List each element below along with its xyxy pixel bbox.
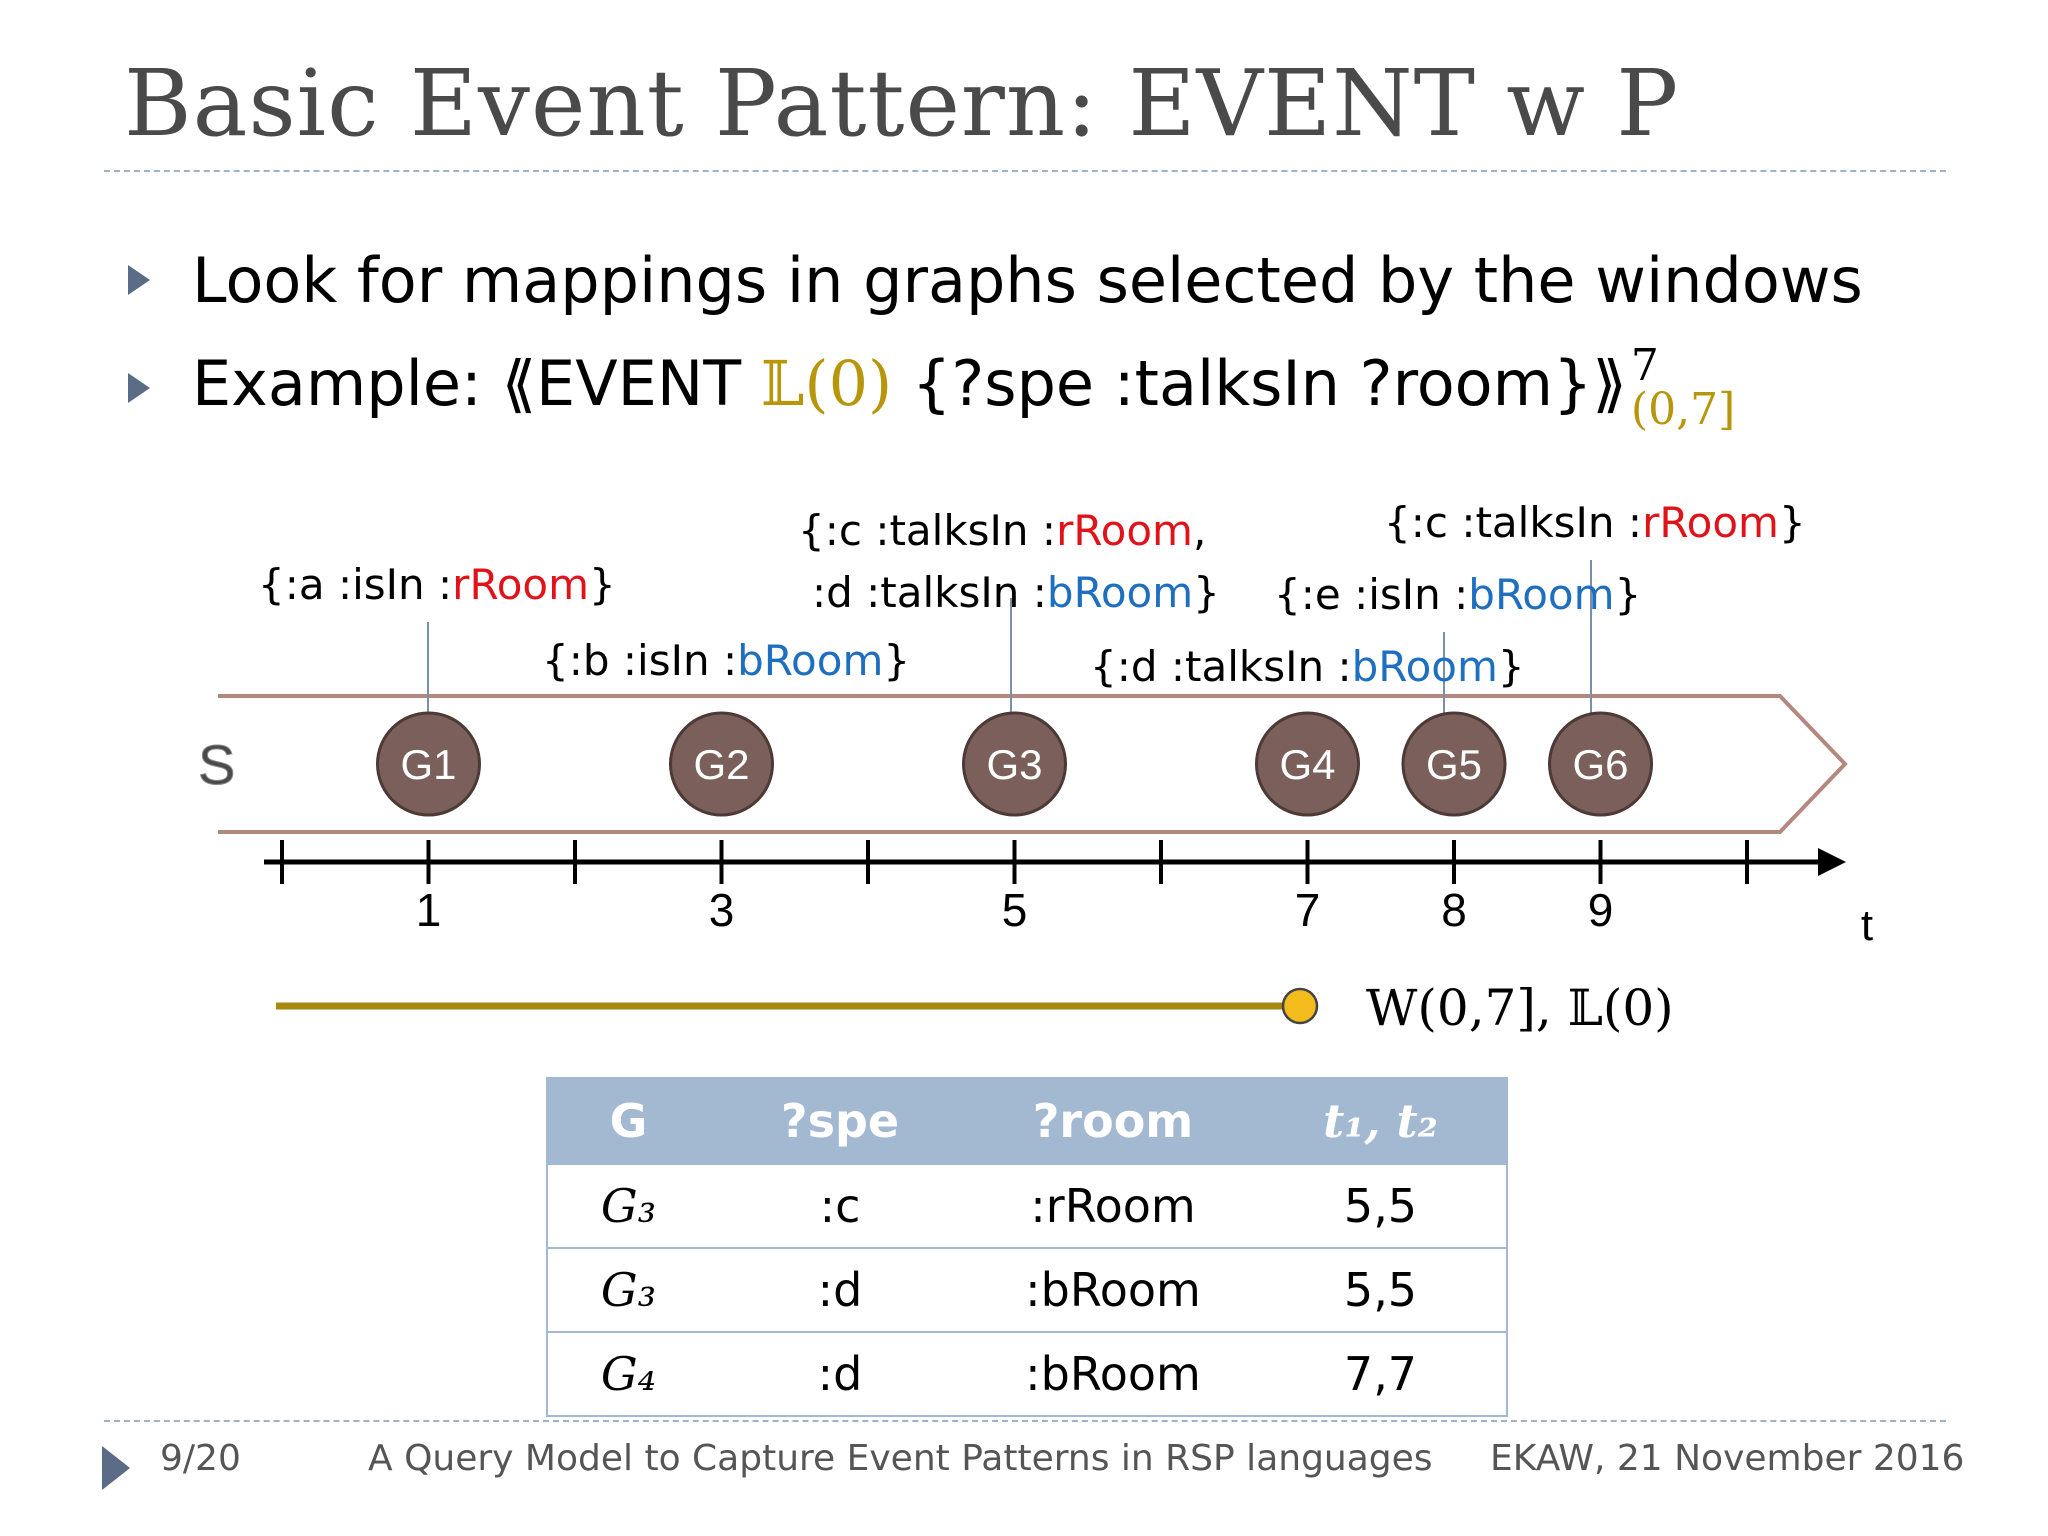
annotation-g4-value: bRoom	[1351, 642, 1498, 691]
cell-times: 7,7	[1255, 1332, 1507, 1416]
footer-date: EKAW, 21 November 2016	[1490, 1438, 1965, 1479]
axis-label: t	[1860, 901, 1874, 950]
header-g: G	[547, 1078, 709, 1164]
header-spe: ?spe	[709, 1078, 971, 1164]
graph-node-label: G6	[1572, 741, 1629, 788]
annotation-g5	[1274, 570, 1641, 619]
cell-spe: :d	[709, 1248, 971, 1332]
annotation-g5-prefix: {:e :isIn :	[1274, 570, 1469, 619]
annotation-g6-value: rRoom	[1642, 498, 1779, 547]
cell-g: G₄	[547, 1332, 709, 1416]
bullet-2-pattern: {?spe :talksIn ?room}⟫	[892, 347, 1627, 421]
cell-room: :bRoom	[971, 1332, 1255, 1416]
axis-tick-label: 7	[1294, 884, 1321, 936]
header-room: ?room	[971, 1078, 1255, 1164]
annotation-g4	[1090, 642, 1525, 691]
annotation-g2-prefix: {:b :isIn :	[542, 636, 738, 685]
axis-tick-label: 8	[1441, 884, 1467, 936]
annotation-g6-prefix: {:c :talksIn :	[1384, 498, 1643, 547]
graph-node-label: G4	[1279, 741, 1336, 788]
bullet-2-sup: 7	[1630, 340, 1659, 391]
table-row	[547, 1164, 1507, 1248]
annotation-g1	[258, 560, 616, 609]
window-endpoint	[1283, 989, 1317, 1023]
annotation-g4-suffix: }	[1497, 642, 1525, 691]
annotation-g2	[542, 636, 910, 685]
bullet-1-text: Look for mappings in graphs selected by the windows	[192, 243, 1863, 317]
cell-room: :rRoom	[971, 1164, 1255, 1248]
axis-tick-label: 1	[415, 884, 442, 936]
graph-node-label: G5	[1425, 741, 1483, 788]
slide-title: Basic Event Pattern: EVENT w P	[124, 50, 1680, 157]
annotation-g6	[1384, 498, 1806, 547]
time-axis-arrowhead	[1818, 848, 1846, 876]
bullet-2-sub: (0,7]	[1630, 384, 1736, 435]
cell-g: G₃	[547, 1248, 709, 1332]
annotation-g2-value: bRoom	[737, 636, 884, 685]
cell-spe: :d	[709, 1332, 971, 1416]
annotation-g1-value: rRoom	[452, 560, 590, 609]
graph-node-label: G1	[400, 741, 457, 788]
axis-tick-label: 9	[1587, 884, 1614, 936]
table-row	[547, 1248, 1507, 1332]
annotation-g3b-suffix: }	[1193, 568, 1220, 617]
result-table	[546, 1077, 1508, 1417]
graph-node-label: G2	[693, 741, 750, 788]
axis-tick-labels	[416, 884, 1614, 936]
footer-divider	[104, 1420, 1946, 1422]
cell-room: :bRoom	[971, 1248, 1255, 1332]
annotation-g3-line1	[798, 506, 1206, 555]
cell-times: 5,5	[1255, 1248, 1507, 1332]
bullet-2-prefix: Example: ⟪EVENT	[192, 347, 761, 421]
window-label: W(0,7], 𝕃(0)	[1366, 979, 1674, 1037]
table-row	[547, 1332, 1507, 1416]
cell-times: 5,5	[1255, 1164, 1507, 1248]
graph-node-label: G3	[986, 741, 1043, 788]
page-number: 9/20	[160, 1438, 241, 1479]
annotation-g3-line2	[812, 568, 1220, 617]
annotation-g3b-prefix: :d :talksIn :	[812, 568, 1047, 617]
table-header-row	[547, 1078, 1507, 1164]
axis-tick-label: 3	[708, 884, 735, 936]
bullet-2-window: 𝕃(0)	[760, 347, 893, 421]
annotation-g3a-value: rRoom	[1056, 506, 1193, 555]
cell-spe: :c	[709, 1164, 971, 1248]
annotation-g3b-value: bRoom	[1046, 568, 1194, 617]
stream-label: S	[198, 733, 236, 796]
annotation-g3a-prefix: {:c :talksIn :	[798, 506, 1057, 555]
annotation-g3a-suffix: ,	[1192, 506, 1207, 555]
header-times: t₁, t₂	[1255, 1078, 1507, 1164]
annotation-g1-suffix: }	[589, 560, 616, 609]
annotation-g4-prefix: {:d :talksIn :	[1090, 642, 1352, 691]
cell-g: G₃	[547, 1164, 709, 1248]
annotation-g2-suffix: }	[883, 636, 911, 685]
annotation-g5-suffix: }	[1614, 570, 1642, 619]
annotation-g5-value: bRoom	[1468, 570, 1615, 619]
annotation-g6-suffix: }	[1778, 498, 1806, 547]
axis-tick-label: 5	[1001, 884, 1028, 936]
footer-title: A Query Model to Capture Event Patterns in RSP languages	[368, 1438, 1433, 1479]
annotation-g1-prefix: {:a :isIn :	[258, 560, 453, 609]
footer-triangle-icon	[102, 1446, 130, 1490]
